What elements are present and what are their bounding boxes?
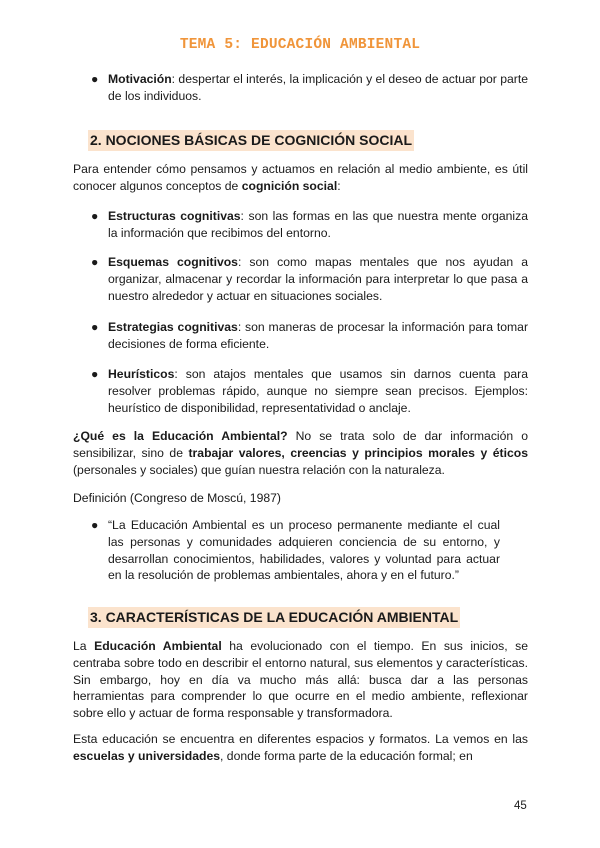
bullet-text: : son maneras de procesar la información para tomar decisiones de forma eficiente. <box>108 320 528 351</box>
question-paragraph: ¿Qué es la Educación Ambiental? No se trata solo de dar información o sensibilizar, sino de trabajar valores, creencias y principios morales y éticos (personales y sociales) que guían nuestra relación con la naturaleza. <box>73 429 529 477</box>
definition-quote <box>91 517 500 584</box>
bullet-text: : son las formas en las que nuestra mente organiza la información que recibimos del entorno. <box>108 209 528 240</box>
bullet-term: Estrategias cognitivas <box>108 320 238 334</box>
bullet-dot-icon: ● <box>91 518 99 532</box>
bullet-heuristicos <box>91 366 528 416</box>
bullet-text: : son como mapas mentales que nos ayudan a organizar, almacenar y recordar la información para interpretar lo que pasa a nuestro alrededor y actuar en situaciones sociales. <box>108 255 528 303</box>
bullet-estructuras-cognitivas <box>91 208 528 242</box>
bullet-term: Esquemas cognitivos <box>108 255 238 269</box>
bullet-dot-icon: ● <box>91 255 99 269</box>
bullet-dot-icon: ● <box>91 320 99 334</box>
bullet-dot-icon: ● <box>91 367 99 381</box>
bullet-motivacion <box>91 71 528 105</box>
definition-label: Definición (Congreso de Moscú, 1987) <box>73 491 281 505</box>
bullet-text: : despertar el interés, la implicación y el deseo de actuar por parte de los individuos. <box>108 72 528 103</box>
bullet-text: : son atajos mentales que usamos sin darnos cuenta para resolver problemas rápido, aunque no siempre sean precisos. Ejemplos: heurístico de disponibilidad, representatividad o anclaje. <box>108 367 528 415</box>
section-3-paragraph-2: Esta educación se encuentra en diferentes espacios y formatos. La vemos en las escuelas y universidades, donde forma parte de la educación formal; en <box>73 732 528 763</box>
bullet-estrategias-cognitivas <box>91 319 528 353</box>
bullet-term: Estructuras cognitivas <box>108 209 241 223</box>
bullet-term: Heurísticos <box>108 367 175 381</box>
section-2-intro: Para entender cómo pensamos y actuamos en relación al medio ambiente, es útil conocer algunos conceptos de cognición social: <box>73 162 528 193</box>
bullet-esquemas-cognitivos <box>91 254 528 304</box>
section-2-heading: 2. NOCIONES BÁSICAS DE COGNICIÓN SOCIAL <box>88 130 414 151</box>
section-3-paragraph-1: La Educación Ambiental ha evolucionado con el tiempo. En sus inicios, se centraba sobre todo en describir el entorno natural, sus elementos y características. Sin embargo, hoy en día va mucho más allá: busca dar a las personas herramientas para comprender lo que ocurre en el medio ambiente, reflexionar sobre ello y actuar de forma responsable y transformadora. <box>73 639 528 721</box>
bullet-dot-icon: ● <box>91 209 99 223</box>
bullet-dot-icon: ● <box>91 72 99 86</box>
page-title: TEMA 5: EDUCACIÓN AMBIENTAL <box>179 37 421 53</box>
page-number: 45 <box>514 800 527 812</box>
quote-text: “La Educación Ambiental es un proceso permanente mediante el cual las personas y comunidades adquieren conciencia de su entorno, y desarrollan conocimientos, habilidades, valores y voluntad para actuar en la resolución de problemas ambientales, ahora y en el futuro.” <box>108 518 500 583</box>
section-3-heading: 3. CARACTERÍSTICAS DE LA EDUCACIÓN AMBIENTAL <box>88 607 460 628</box>
bullet-term: Motivación <box>108 72 172 86</box>
